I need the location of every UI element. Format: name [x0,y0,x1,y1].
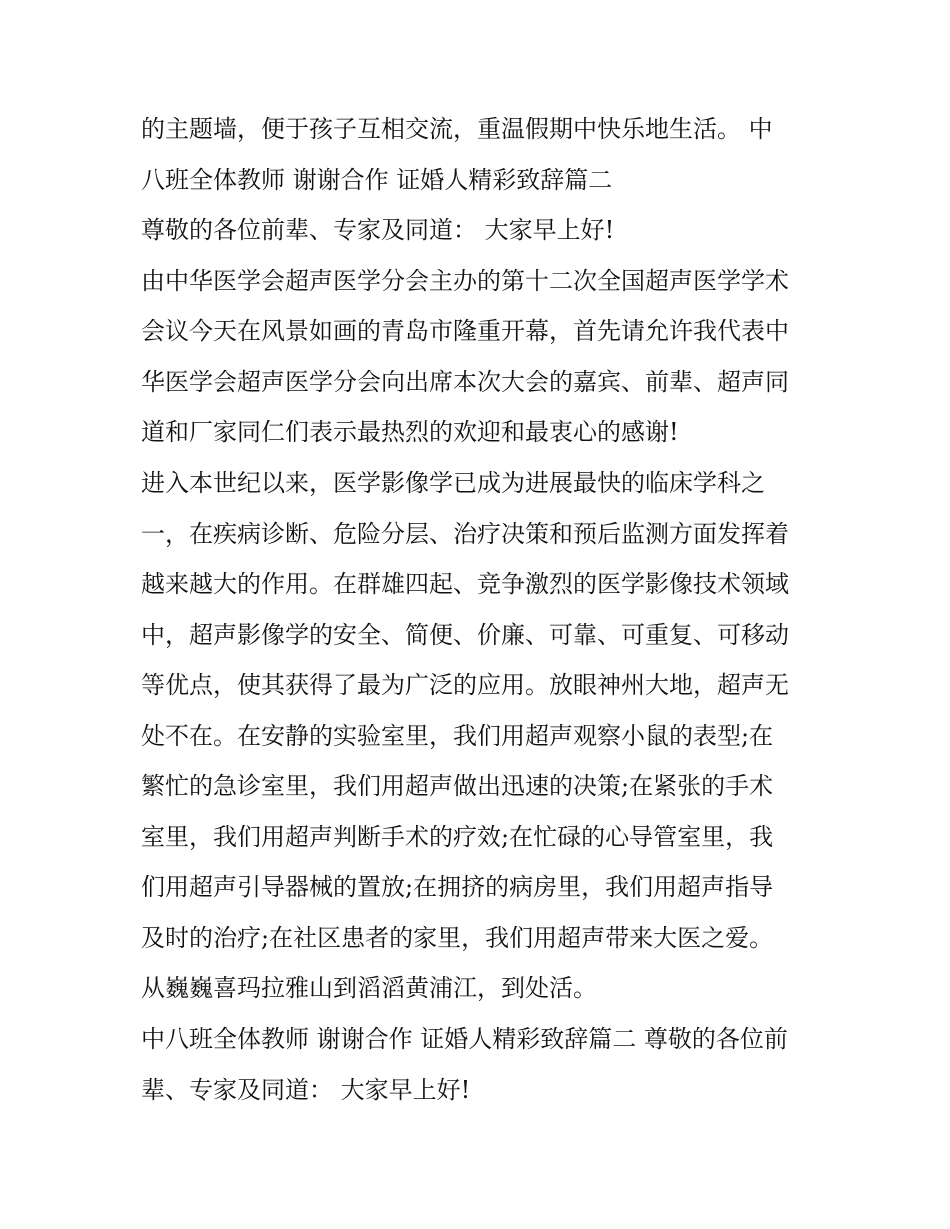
text-line: 室里，我们用超声判断手术的疗效;在忙碌的心导管室里，我 [141,823,774,851]
text-line: 的主题墙，便于孩子互相交流，重温假期中快乐地生活。 中 [141,115,773,143]
text-line: 中，超声影像学的安全、简便、价廉、可靠、可重复、可移动 [141,621,789,649]
text-line: 辈、专家及同道： 大家早上好! [141,1076,471,1104]
text-line: 华医学会超声医学分会向出席本次大会的嘉宾、前辈、超声同 [141,368,789,396]
text-line: 八班全体教师 谢谢合作 证婚人精彩致辞篇二 [141,166,613,194]
text-line: 繁忙的急诊室里，我们用超声做出迅速的决策;在紧张的手术 [141,772,774,800]
text-line: 进入本世纪以来，医学影像学已成为进展最快的临床学科之 [141,469,765,497]
text-line: 们用超声引导器械的置放;在拥挤的病房里，我们用超声指导 [141,873,774,901]
text-line: 会议今天在风景如画的青岛市隆重开幕，首先请允许我代表中 [141,317,789,345]
text-line: 越来越大的作用。在群雄四起、竞争激烈的医学影像技术领域 [141,570,789,598]
text-line: 由中华医学会超声医学分会主办的第十二次全国超声医学学术 [141,267,789,295]
text-line: 中八班全体教师 谢谢合作 证婚人精彩致辞篇二 尊敬的各位前 [141,1025,788,1053]
text-line: 一，在疾病诊断、危险分层、治疗决策和预后监测方面发挥着 [141,520,789,548]
text-line: 等优点，使其获得了最为广泛的应用。放眼神州大地，超声无 [141,671,789,699]
text-line: 道和厂家同仁们表示最热烈的欢迎和最衷心的感谢! [141,418,679,446]
text-line: 从巍巍喜玛拉雅山到滔滔黄浦江，到处活。 [141,974,597,1002]
text-line: 尊敬的各位前辈、专家及同道： 大家早上好! [141,216,615,244]
text-line: 处不在。在安静的实验室里，我们用超声观察小鼠的表型;在 [141,722,774,750]
text-line: 及时的治疗;在社区患者的家里，我们用超声带来大医之爱。 [141,924,774,952]
